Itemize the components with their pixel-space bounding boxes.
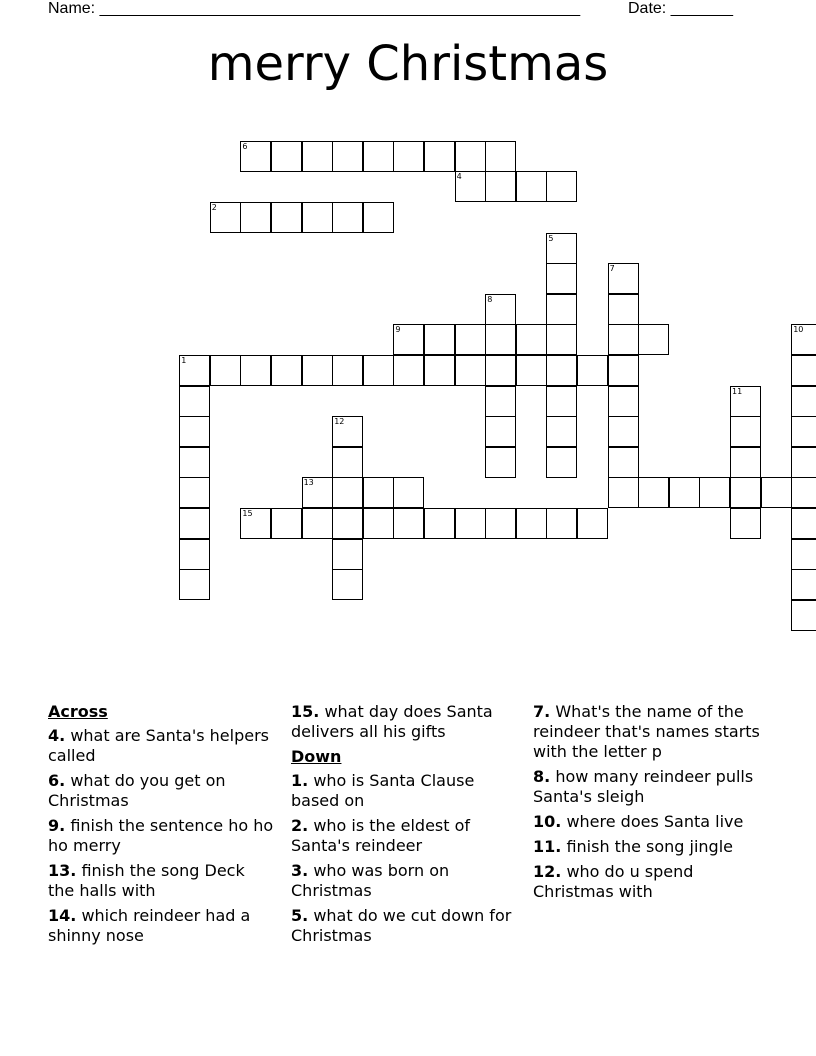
crossword-cell[interactable] [608,355,639,386]
crossword-cell[interactable] [424,324,455,355]
crossword-cell[interactable] [577,355,608,386]
crossword-cell[interactable] [393,477,424,508]
crossword-cell[interactable] [363,508,394,539]
clues-column-1 [48,702,276,951]
crossword-cell[interactable] [393,355,424,386]
crossword-cell[interactable] [363,202,394,233]
cell-number: 12 [334,417,345,427]
crossword-cell[interactable] [424,508,455,539]
crossword-cell[interactable] [485,416,516,447]
crossword-cell[interactable] [485,355,516,386]
crossword-cell[interactable] [179,539,210,570]
crossword-cell[interactable] [791,447,816,478]
clues-column-3 [533,702,761,907]
crossword-cell[interactable] [455,324,486,355]
crossword-cell[interactable] [791,416,816,447]
crossword-cell[interactable] [730,477,761,508]
crossword-cell[interactable] [608,386,639,417]
clue-across-15: 15. what day does Santa delivers all his gifts [291,702,493,741]
crossword-cell[interactable] [791,539,816,570]
down-heading: Down [291,747,342,766]
crossword-cell[interactable] [271,508,302,539]
clue-across-6: 6. what do you get on Christmas [48,771,226,810]
crossword-cell[interactable] [332,416,363,447]
crossword-cell[interactable] [791,477,816,508]
cell-number: 6 [242,141,248,151]
crossword-cell[interactable] [608,447,639,478]
clue-down-3: 3. who was born on Christmas [291,861,450,900]
crossword-cell[interactable] [730,447,761,478]
cell-number: 7 [609,264,615,274]
crossword-cell[interactable] [485,508,516,539]
crossword-cell[interactable] [546,508,577,539]
crossword-cell[interactable] [546,355,577,386]
clue-across-14: 14. which reindeer had a shinny nose [48,906,251,945]
crossword-cell[interactable] [546,294,577,325]
crossword-cell[interactable] [546,386,577,417]
crossword-cell[interactable] [516,355,547,386]
crossword-cell[interactable] [179,386,210,417]
crossword-cell[interactable] [302,202,333,233]
clue-down-12: 12. who do u spend Christmas with [533,862,694,901]
crossword-cell[interactable] [332,508,363,539]
cell-number: 11 [732,386,743,396]
crossword-cell[interactable] [546,447,577,478]
crossword-cell[interactable] [393,508,424,539]
clue-down-7: 7. What's the name of the reindeer that's names starts with the letter p [533,702,760,761]
crossword-cell[interactable] [363,355,394,386]
crossword-cell[interactable] [210,355,241,386]
crossword-cell[interactable] [608,477,639,508]
cell-number: 1 [181,356,187,365]
clues-column-2 [291,702,519,951]
crossword-cell[interactable] [302,508,333,539]
crossword-cell[interactable] [210,202,241,233]
crossword-cell[interactable] [791,569,816,600]
crossword-cell[interactable] [455,171,486,202]
crossword-cell[interactable] [363,477,394,508]
crossword-cell[interactable] [271,355,302,386]
crossword-cell[interactable] [546,263,577,294]
cell-number: 4 [456,172,462,182]
clue-down-2: 2. who is the eldest of Santa's reindeer [291,816,471,855]
across-heading: Across [48,702,108,721]
crossword-cell[interactable] [730,508,761,539]
crossword-cell[interactable] [455,141,486,172]
cell-number: 15 [242,509,253,518]
crossword-cell[interactable] [546,416,577,447]
crossword-cell[interactable] [332,202,363,233]
crossword-cell[interactable] [791,600,816,631]
crossword-cell[interactable] [791,324,816,355]
crossword-cell[interactable] [332,447,363,478]
clue-across-4: 4. what are Santa's helpers called [48,726,270,765]
crossword-cell[interactable] [179,355,210,386]
crossword-cell[interactable] [730,386,761,417]
crossword-cell[interactable] [240,141,271,172]
crossword-cell[interactable] [638,324,669,355]
cell-number: 2 [211,203,217,212]
cell-number: 13 [303,478,314,488]
crossword-cell[interactable] [240,355,271,386]
crossword-cell[interactable] [363,141,394,172]
clue-down-8: 8. how many reindeer pulls Santa's sleigh [533,767,754,806]
crossword-cell[interactable] [455,508,486,539]
cell-number: 8 [487,294,493,304]
crossword-cell[interactable] [179,416,210,447]
clue-down-11: 11. finish the song jingle [533,837,733,856]
crossword-cell[interactable] [393,141,424,172]
cell-number: 9 [395,325,401,335]
crossword-cell[interactable] [516,508,547,539]
crossword-cell[interactable] [608,294,639,325]
clue-down-5: 5. what do we cut down for Christmas [291,906,512,945]
crossword-cell[interactable] [638,477,669,508]
crossword-cell[interactable] [791,355,816,386]
crossword-cell[interactable] [179,569,210,600]
cell-number: 10 [793,325,804,335]
crossword-cell[interactable] [485,171,516,202]
clue-across-9: 9. finish the sentence ho ho ho merry [48,816,274,855]
crossword-cell[interactable] [271,141,302,172]
crossword-cell[interactable] [516,324,547,355]
crossword-cell[interactable] [179,477,210,508]
crossword-cell[interactable] [240,202,271,233]
crossword-cell[interactable] [485,324,516,355]
crossword-cell[interactable] [424,355,455,386]
crossword-cell[interactable] [730,416,761,447]
crossword-cell[interactable] [485,294,516,325]
clue-down-1: 1. who is Santa Clause based on [291,771,475,810]
date-field-label: Date: _______ [628,0,733,17]
crossword-cell[interactable] [485,447,516,478]
crossword-cell[interactable] [302,355,333,386]
crossword-cell[interactable] [393,324,424,355]
crossword-cell[interactable] [608,416,639,447]
crossword-cell[interactable] [240,508,271,539]
crossword-cell[interactable] [546,324,577,355]
crossword-cell[interactable] [424,141,455,172]
crossword-cell[interactable] [302,141,333,172]
crossword-cell[interactable] [271,202,302,233]
crossword-cell[interactable] [669,477,700,508]
crossword-cell[interactable] [699,477,730,508]
crossword-cell[interactable] [332,141,363,172]
crossword-cell[interactable] [485,141,516,172]
crossword-cell[interactable] [761,477,792,508]
crossword-cell[interactable] [302,477,333,508]
crossword-cell[interactable] [332,539,363,570]
crossword-cell[interactable] [577,508,608,539]
crossword-cell[interactable] [791,386,816,417]
name-field-label: Name: ______________________________________________________ [48,0,581,17]
clue-across-13: 13. finish the song Deck the halls with [48,861,245,900]
crossword-cell[interactable] [332,477,363,508]
crossword-cell[interactable] [546,233,577,264]
crossword-cell[interactable] [516,171,547,202]
crossword-cell[interactable] [332,355,363,386]
crossword-cell[interactable] [332,569,363,600]
crossword-cell[interactable] [608,263,639,294]
crossword-cell[interactable] [608,324,639,355]
cell-number: 5 [548,233,554,243]
crossword-cell[interactable] [546,171,577,202]
clue-down-10: 10. where does Santa live [533,812,744,831]
page-title: merry Christmas [207,36,609,92]
crossword-cell[interactable] [791,508,816,539]
crossword-cell[interactable] [179,447,210,478]
crossword-cell[interactable] [455,355,486,386]
crossword-cell[interactable] [179,508,210,539]
crossword-cell[interactable] [485,386,516,417]
